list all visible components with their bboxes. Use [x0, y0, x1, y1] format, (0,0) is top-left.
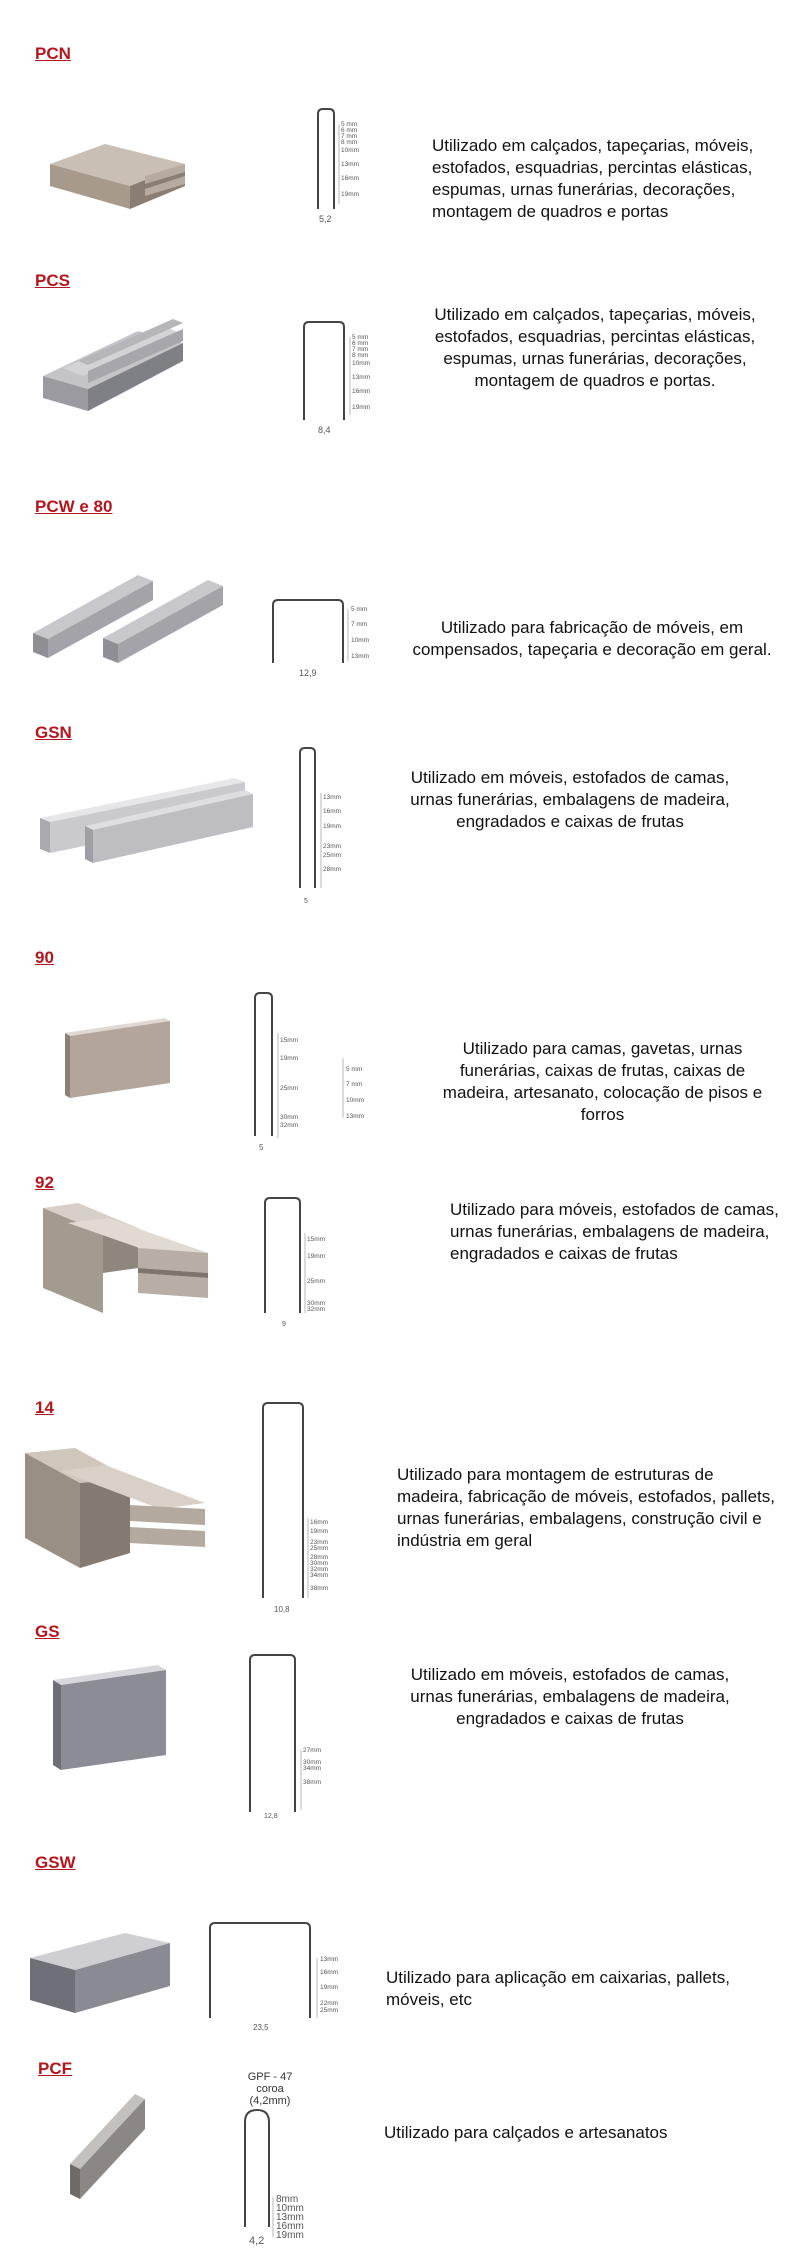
size-label: 8 mm: [352, 352, 369, 359]
size-label: 34mm: [303, 1765, 322, 1772]
size-label: 25mm: [310, 1545, 329, 1552]
staple-diagram: [268, 597, 388, 687]
staple-strip-image: [45, 114, 195, 214]
size-label: 8mm: [276, 2194, 299, 2205]
size-label: 8 mm: [341, 139, 358, 146]
size-label: 32mm: [310, 1566, 329, 1573]
size-label: 16mm: [310, 1519, 329, 1526]
size-label: 10mm: [352, 360, 371, 367]
width-label: 5,2: [319, 214, 332, 224]
size-label: 13mm: [351, 653, 370, 660]
width-label: 8,4: [318, 425, 331, 435]
product-section-pcn: [0, 44, 800, 254]
product-code-link[interactable]: GS: [35, 1622, 60, 1641]
staple-diagram: [255, 1193, 365, 1333]
size-label: 5 mm: [341, 121, 358, 128]
product-description: Utilizado para calçados e artesanatos: [384, 2123, 668, 2142]
product-description: Utilizado em calçados, tapeçarias, móveis, estofados, esquadrias, percintas elásticas, espumas, urnas funerárias, decorações, montagem de quadros e portas: [432, 136, 754, 221]
product-section-14: [0, 1398, 800, 1618]
staple-strip-image: [48, 1660, 173, 1775]
product-section-90: [0, 948, 800, 1168]
product-description: Utilizado em móveis, estofados de camas, urnas funerárias, embalagens de madeira, engradados e caixas de frutas: [410, 1665, 730, 1728]
size-label: 16mm: [320, 1969, 339, 1976]
width-label: 10,8: [274, 1605, 290, 1614]
staple-strip-image: [38, 1198, 213, 1318]
size-label: 19mm: [276, 2230, 304, 2241]
staple-strip-image: [38, 301, 198, 421]
staple-strip-image: [28, 563, 228, 673]
size-label: 16mm: [276, 2221, 304, 2232]
size-label: 25mm: [280, 1085, 299, 1092]
staple-strip-image: [35, 768, 255, 878]
size-label: 7 mm: [341, 133, 358, 140]
size-label: 19mm: [307, 1253, 326, 1260]
staple-strip-image: [25, 1918, 175, 2018]
product-code-link[interactable]: PCW e 80: [35, 497, 113, 516]
size-label: 19mm: [280, 1055, 299, 1062]
size-label: 32mm: [307, 1306, 326, 1313]
staple-strip-image: [55, 1013, 180, 1103]
staple-strip-image: [65, 2089, 155, 2204]
size-label: 30mm: [307, 1300, 326, 1307]
size-label: 27mm: [303, 1747, 322, 1754]
size-label: 10mm: [276, 2203, 304, 2214]
staple-size-scale: [340, 1053, 380, 1123]
staple-model-header: [230, 2071, 310, 2107]
size-label: 6 mm: [341, 127, 358, 134]
size-label: 13mm: [346, 1113, 365, 1120]
width-label: 9: [282, 1321, 286, 1328]
size-label: 16mm: [352, 388, 371, 395]
size-label: 19mm: [310, 1528, 329, 1535]
size-label: 22mm: [320, 2000, 339, 2007]
size-label: 7 mm: [352, 346, 369, 353]
staple-diagram: [290, 743, 380, 913]
width-label: 12,9: [299, 668, 317, 678]
product-description: Utilizado para montagem de estruturas de madeira, fabricação de móveis, estofados, pallets, urnas funerárias, embalagens, construção civil e indústria em geral: [397, 1465, 775, 1550]
size-label: 28mm: [323, 866, 342, 873]
staple-strip-image: [20, 1443, 210, 1573]
product-description: Utilizado em calçados, tapeçarias, móveis, estofados, esquadrias, percintas elásticas, espumas, urnas funerárias, decorações, montagem de quadros e portas.: [434, 305, 756, 390]
product-section-pcw-80: [0, 497, 800, 707]
width-label: 5: [259, 1143, 264, 1152]
size-label: 30mm: [303, 1759, 322, 1766]
size-label: 23mm: [310, 1539, 329, 1546]
size-label: 19mm: [352, 404, 371, 411]
product-code-link[interactable]: PCS: [35, 271, 70, 290]
size-label: 25mm: [307, 1278, 326, 1285]
size-label: 38mm: [303, 1779, 322, 1786]
product-section-pcs: [0, 271, 800, 481]
size-label: 38mm: [310, 1585, 329, 1592]
product-description: Utilizado para camas, gavetas, urnas funerárias, caixas de frutas, caixas de madeira, artesanato, colocação de pisos e forros: [442, 1039, 763, 1124]
staple-diagram: [298, 315, 398, 440]
model-code: GPF - 47: [247, 2071, 293, 2083]
size-label: 5 mm: [351, 606, 368, 613]
width-label: 5: [304, 898, 308, 905]
size-label: 13mm: [320, 1956, 339, 1963]
size-label: 7 mm: [346, 1081, 363, 1088]
size-label: 13mm: [276, 2212, 304, 2223]
width-label: 4,2: [249, 2235, 265, 2247]
product-description: Utilizado para móveis, estofados de camas, urnas funerárias, embalagens de madeira, engradados e caixas de frutas: [450, 1200, 779, 1263]
size-label: 13mm: [341, 161, 360, 168]
size-label: 10mm: [351, 637, 370, 644]
product-code-link[interactable]: PCN: [35, 44, 71, 63]
staple-diagram: [245, 988, 335, 1158]
size-label: 30mm: [280, 1114, 299, 1121]
size-label: 32mm: [280, 1122, 299, 1129]
product-section-pcf: [0, 2059, 800, 2249]
product-code-link[interactable]: PCF: [38, 2059, 72, 2078]
size-label: 23mm: [323, 843, 342, 850]
size-label: 15mm: [280, 1037, 299, 1044]
product-section-92: [0, 1173, 800, 1383]
size-label: 16mm: [341, 175, 360, 182]
width-label: 23,5: [253, 2023, 269, 2032]
size-label: 13mm: [352, 374, 371, 381]
product-code-link[interactable]: 92: [35, 1173, 54, 1192]
size-label: 5 mm: [346, 1066, 363, 1073]
size-label: 5 mm: [352, 334, 369, 341]
size-label: 19mm: [323, 823, 342, 830]
size-label: 28mm: [310, 1554, 329, 1561]
size-label: 10mm: [341, 147, 360, 154]
size-label: 25mm: [323, 852, 342, 859]
product-description: Utilizado em móveis, estofados de camas, urnas funerárias, embalagens de madeira, engradados e caixas de frutas: [410, 768, 730, 831]
staple-diagram: [235, 2107, 345, 2247]
product-code-link[interactable]: 14: [35, 1398, 54, 1417]
size-label: 19mm: [341, 191, 360, 198]
staple-diagram: [245, 1650, 355, 1820]
staple-diagram: [305, 104, 395, 229]
product-code-link[interactable]: 90: [35, 948, 54, 967]
product-description: Utilizado para aplicação em caixarias, pallets, móveis, etc: [386, 1968, 730, 2009]
size-label: 7 mm: [351, 621, 368, 628]
size-label: 25mm: [320, 2007, 339, 2014]
size-label: 34mm: [310, 1572, 329, 1579]
size-label: 13mm: [323, 794, 342, 801]
product-code-link[interactable]: GSW: [35, 1853, 76, 1872]
model-crown-size: (4,2mm): [249, 2095, 291, 2107]
product-description: Utilizado para fabricação de móveis, em compensados, tapeçaria e decoração em geral.: [412, 618, 772, 659]
product-code-link[interactable]: GSN: [35, 723, 72, 742]
product-section-gsn: [0, 723, 800, 933]
staple-diagram: [205, 1918, 355, 2033]
width-label: 12,8: [264, 1813, 278, 1820]
size-label: 30mm: [310, 1560, 329, 1567]
model-crown-label: coroa: [256, 2083, 284, 2095]
product-section-gs: [0, 1622, 800, 1827]
staple-diagram: [258, 1398, 368, 1618]
size-label: 15mm: [307, 1236, 326, 1243]
size-label: 19mm: [320, 1984, 339, 1991]
product-section-gsw: [0, 1853, 800, 2053]
size-label: 16mm: [323, 808, 342, 815]
size-label: 10mm: [346, 1097, 365, 1104]
size-label: 6 mm: [352, 340, 369, 347]
